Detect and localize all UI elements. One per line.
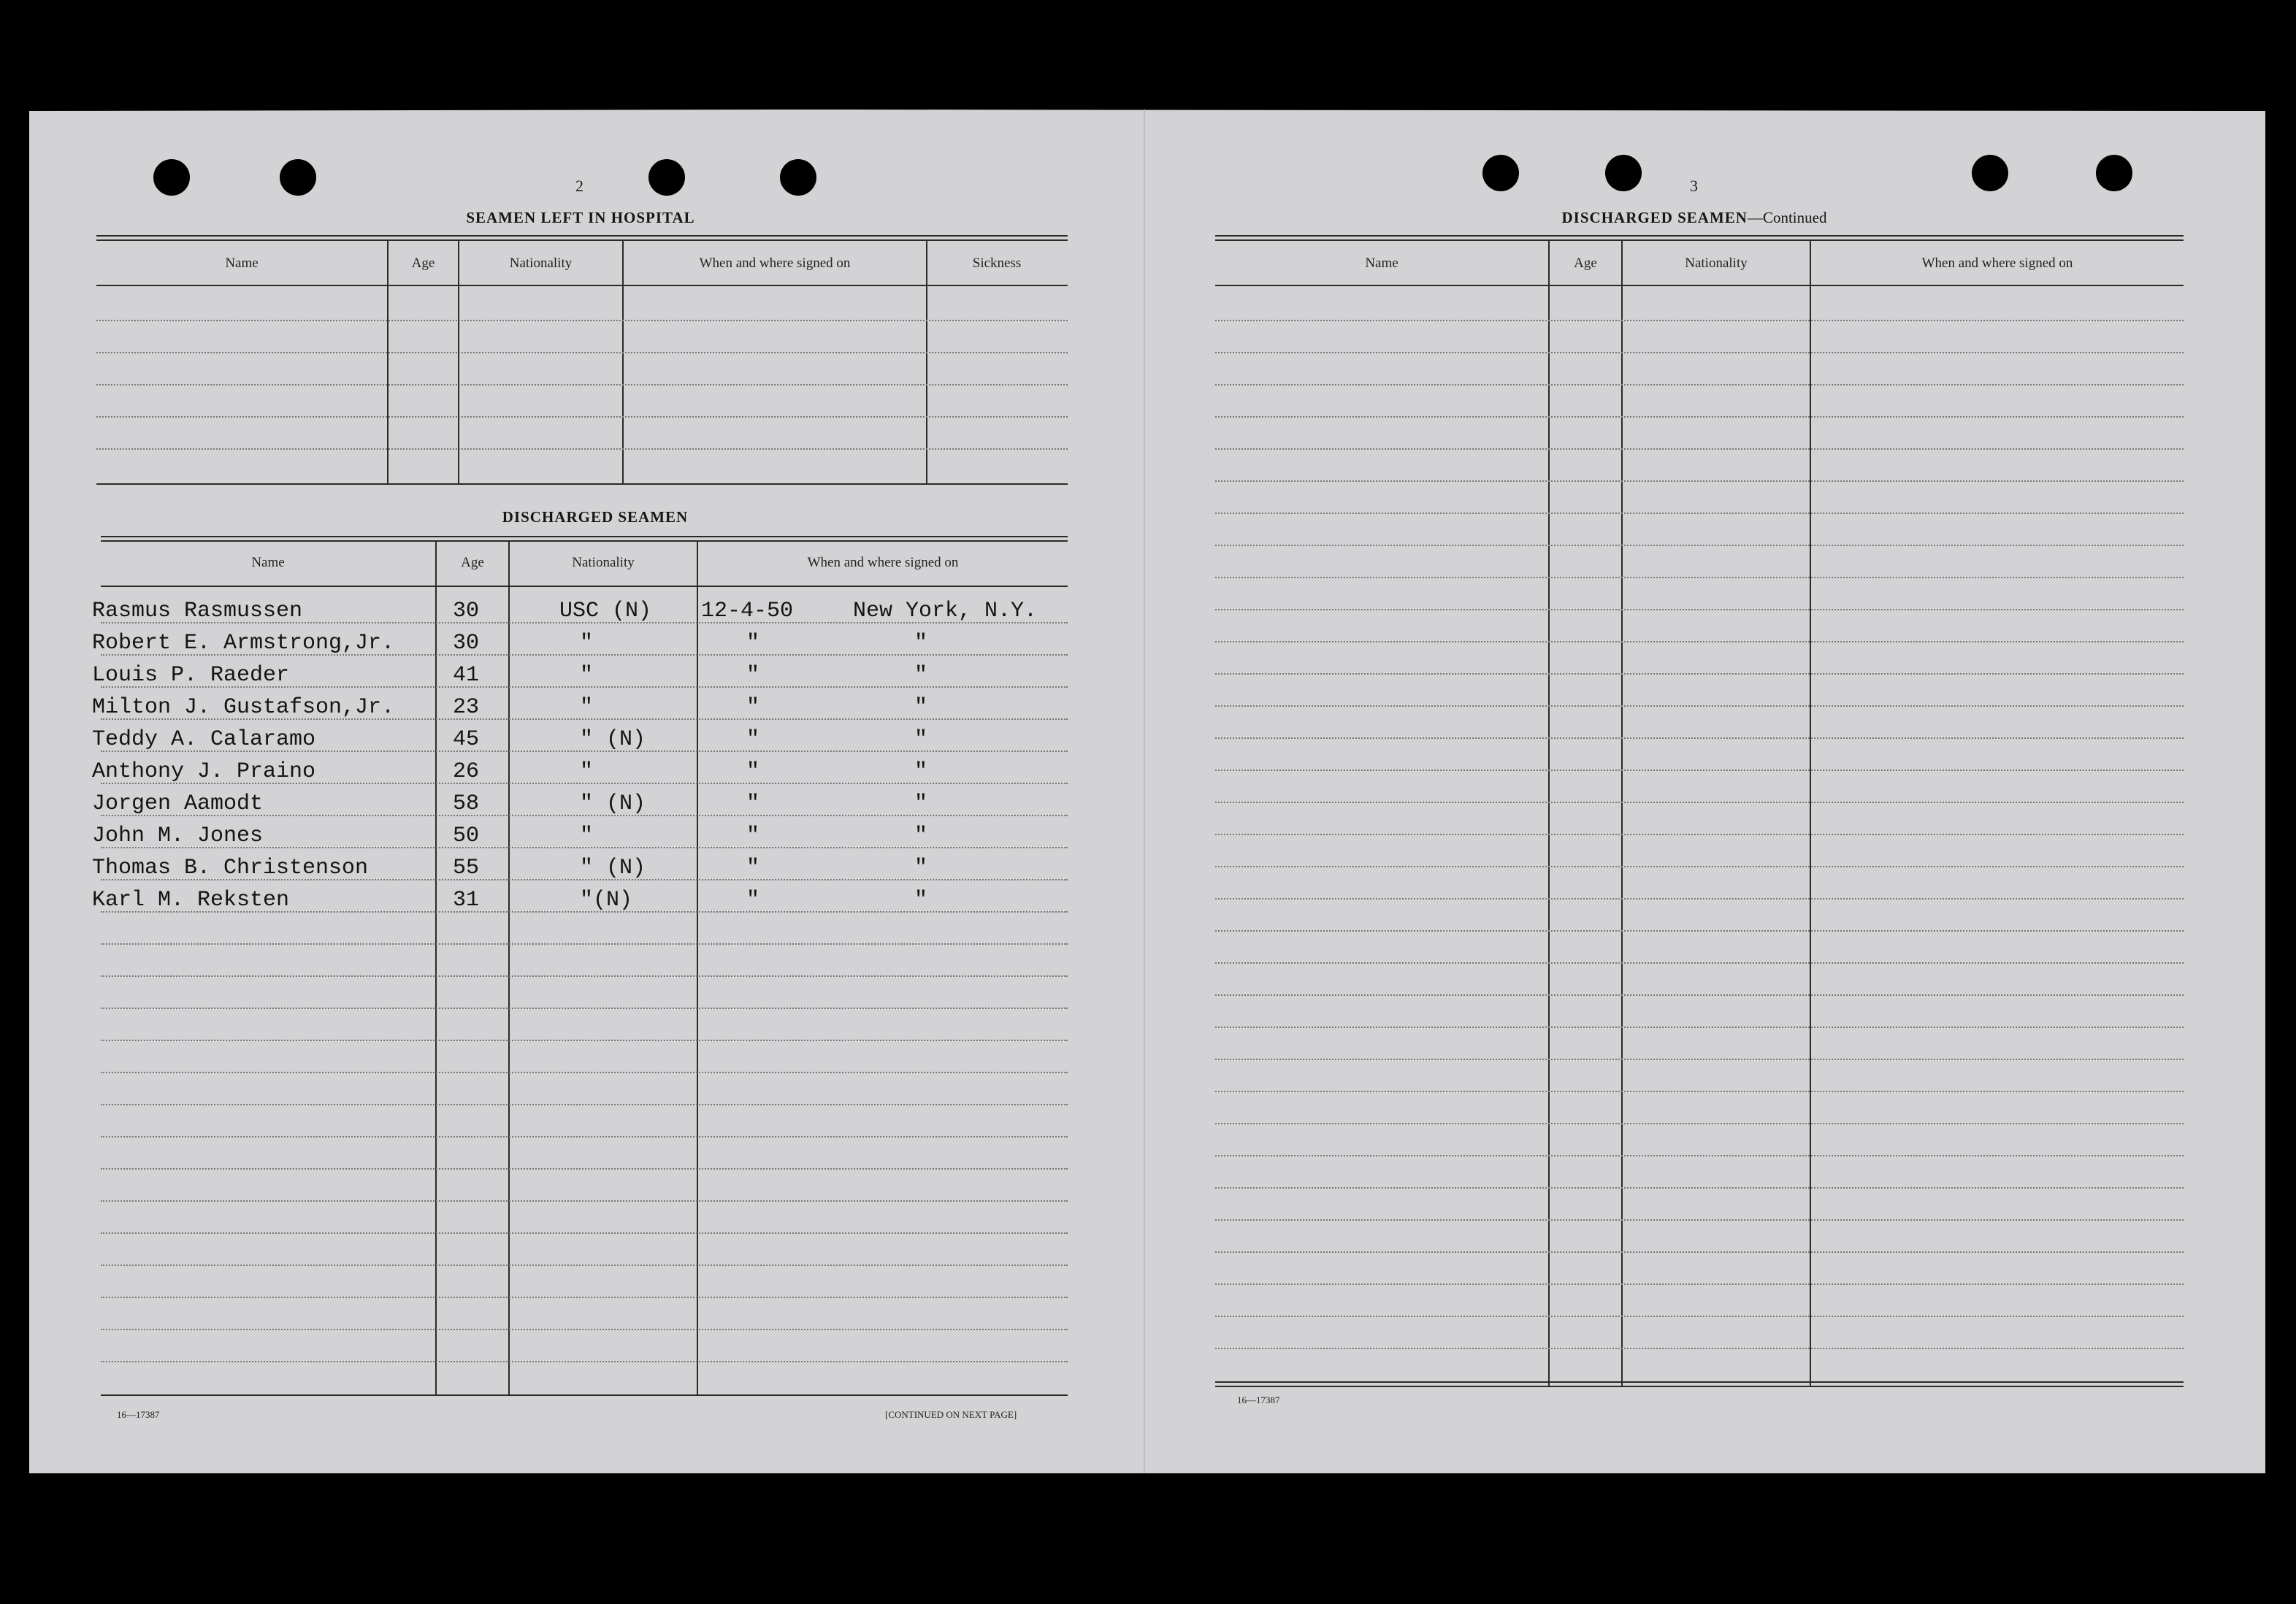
ruled-line (1215, 673, 2184, 675)
entry-age: 50 (453, 824, 480, 848)
entry-place: " (914, 631, 928, 656)
hospital-header-age: Age (411, 256, 435, 271)
ruled-line (1215, 962, 2184, 964)
hospital-header-signed-on: When and where signed on (699, 256, 851, 271)
entry-nationality: " (580, 663, 594, 688)
punch-hole (648, 159, 685, 196)
ruled-line (101, 1200, 1068, 1202)
hospital-header-rule (96, 285, 1068, 286)
ruled-line (1215, 1187, 2184, 1189)
hospital-top-rule-2 (96, 239, 1068, 241)
ruled-line (101, 1329, 1068, 1330)
entry-place: " (914, 791, 928, 816)
entry-nationality: " (580, 695, 594, 720)
entry-date: " (746, 727, 760, 752)
page-fold (1144, 110, 1145, 1473)
entry-name: Rasmus Rasmussen (92, 599, 303, 623)
discharged-top-rule-2 (101, 540, 1068, 542)
ruled-line (101, 1008, 1068, 1009)
entry-date: " (746, 888, 760, 913)
ruled-line (1215, 1027, 2184, 1028)
entry-place: " (914, 727, 928, 752)
entry-date: " (746, 695, 760, 720)
entry-nationality: USC (N) (559, 599, 652, 623)
entry-nationality: "(N) (580, 888, 633, 913)
ruled-line (1215, 1348, 2184, 1349)
ruled-line (1215, 770, 2184, 771)
ruled-line (101, 1040, 1068, 1041)
hospital-ruled-line (96, 416, 1068, 418)
ruled-line (1215, 641, 2184, 642)
ruled-line (1215, 737, 2184, 739)
hospital-bottom-rule (96, 483, 1068, 485)
entry-age: 30 (453, 599, 480, 623)
right-header-nationality: Nationality (1685, 256, 1748, 271)
ruled-line (1215, 705, 2184, 707)
punch-hole (1972, 155, 2008, 191)
ruled-line (101, 943, 1068, 945)
right-col-divider (1810, 241, 1811, 1386)
punch-hole (780, 159, 816, 196)
entry-nationality: " (N) (580, 727, 646, 752)
discharged-header-rule (101, 586, 1068, 587)
right-title-suffix: —Continued (1747, 209, 1827, 226)
entry-name: Thomas B. Christenson (92, 856, 369, 880)
entry-place: " (914, 695, 928, 720)
entry-age: 23 (453, 695, 480, 720)
discharged-col-divider (508, 542, 510, 1396)
entry-place: " (914, 824, 928, 848)
ruled-line (101, 1168, 1068, 1170)
entry-age: 45 (453, 727, 480, 752)
hospital-header-sickness: Sickness (972, 256, 1022, 271)
punch-hole (153, 159, 190, 196)
ruled-line (1215, 384, 2184, 385)
ruled-line (101, 1072, 1068, 1073)
discharged-header-name: Name (251, 555, 285, 570)
page-number: 3 (1690, 177, 1698, 195)
entry-date: " (746, 791, 760, 816)
entry-date: " (746, 663, 760, 688)
entry-name: Milton J. Gustafson,Jr. (92, 695, 395, 720)
hospital-header-nationality: Nationality (509, 256, 573, 271)
hospital-top-rule (96, 235, 1068, 237)
punch-hole (1482, 155, 1519, 191)
hospital-ruled-line (96, 448, 1068, 450)
ruled-line (101, 1232, 1068, 1234)
punch-hole (280, 159, 316, 196)
ruled-line (101, 975, 1068, 977)
ruled-line (101, 1104, 1068, 1105)
entry-date: " (746, 631, 760, 656)
right-header-signed-on: When and where signed on (1921, 256, 2073, 271)
discharged-header-age: Age (461, 555, 484, 570)
ruled-line (1215, 1316, 2184, 1317)
ruled-line (101, 1265, 1068, 1266)
discharged-col-divider (697, 542, 698, 1396)
hospital-ruled-line (96, 352, 1068, 353)
ruled-line (1215, 1283, 2184, 1285)
entry-nationality: " (580, 824, 594, 848)
right-col-divider (1548, 241, 1550, 1386)
discharged-section-title: DISCHARGED SEAMEN (502, 508, 689, 526)
ruled-line (1215, 513, 2184, 514)
ruled-line (1215, 1059, 2184, 1060)
entry-name: John M. Jones (92, 824, 264, 848)
hospital-header-name: Name (225, 256, 259, 271)
ruled-line (1215, 834, 2184, 835)
form-number: 16—17387 (1237, 1394, 1280, 1405)
ruled-line (1215, 1091, 2184, 1092)
ruled-line (1215, 577, 2184, 578)
entry-place: " (914, 759, 928, 784)
ruled-line (1215, 930, 2184, 932)
entry-nationality: " (N) (580, 856, 646, 880)
entry-name: Jorgen Aamodt (92, 791, 264, 816)
entry-nationality: " (580, 631, 594, 656)
entry-date: " (746, 824, 760, 848)
hospital-section-title: SEAMEN LEFT IN HOSPITAL (466, 209, 695, 226)
entry-age: 31 (453, 888, 480, 913)
right-top-rule (1215, 235, 2184, 237)
entry-name: Robert E. Armstrong,Jr. (92, 631, 395, 656)
ruled-line (101, 1297, 1068, 1298)
discharged-header-signed-on: When and where signed on (807, 555, 959, 570)
ruled-line (1215, 320, 2184, 321)
hospital-ruled-line (96, 320, 1068, 321)
ruled-line (101, 1361, 1068, 1362)
entry-age: 55 (453, 856, 480, 880)
document-sheet (29, 110, 2265, 1473)
ruled-line (1215, 1251, 2184, 1253)
ruled-line (1215, 416, 2184, 418)
ruled-line (1215, 1219, 2184, 1221)
ruled-line (1215, 480, 2184, 482)
page-number: 2 (575, 177, 583, 195)
discharged-bottom-rule (101, 1394, 1068, 1396)
right-bottom-rule (1215, 1381, 2184, 1383)
discharged-header-nationality: Nationality (572, 555, 635, 570)
entry-age: 41 (453, 663, 480, 688)
entry-name: Louis P. Raeder (92, 663, 290, 688)
continued-note: [CONTINUED ON NEXT PAGE] (885, 1409, 1017, 1420)
entry-age: 26 (453, 759, 480, 784)
punch-hole (2096, 155, 2132, 191)
entry-date: 12-4-50 (701, 599, 794, 623)
ruled-line (1215, 448, 2184, 450)
ruled-line (101, 1136, 1068, 1137)
entry-place: " (914, 856, 928, 880)
form-number: 16—17387 (117, 1409, 160, 1420)
entry-name: Teddy A. Calaramo (92, 727, 316, 752)
entry-date: " (746, 856, 760, 880)
hospital-ruled-line (96, 384, 1068, 385)
ruled-line (1215, 1123, 2184, 1124)
entry-date: " (746, 759, 760, 784)
punch-hole (1605, 155, 1642, 191)
right-top-rule-2 (1215, 239, 2184, 241)
entry-place: " (914, 888, 928, 913)
right-header-age: Age (1574, 256, 1597, 271)
ruled-line (1215, 545, 2184, 546)
right-bottom-rule-2 (1215, 1386, 2184, 1387)
entry-name: Anthony J. Praino (92, 759, 316, 784)
ruled-line (1215, 866, 2184, 867)
right-header-name: Name (1365, 256, 1398, 271)
right-col-divider (1621, 241, 1623, 1386)
ruled-line (1215, 352, 2184, 353)
entry-age: 30 (453, 631, 480, 656)
ruled-line (1215, 1155, 2184, 1156)
entry-place: New York, N.Y. (853, 599, 1038, 623)
entry-name: Karl M. Reksten (92, 888, 290, 913)
ruled-line (1215, 609, 2184, 610)
ruled-line (1215, 994, 2184, 996)
ruled-line (1215, 802, 2184, 803)
ruled-line (1215, 898, 2184, 899)
right-title-main: DISCHARGED SEAMEN (1561, 209, 1748, 226)
right-section-title (1504, 209, 1884, 227)
discharged-top-rule (101, 536, 1068, 537)
discharged-col-divider (435, 542, 437, 1396)
entry-nationality: " (N) (580, 791, 646, 816)
entry-nationality: " (580, 759, 594, 784)
entry-age: 58 (453, 791, 480, 816)
entry-place: " (914, 663, 928, 688)
right-header-rule (1215, 285, 2184, 286)
